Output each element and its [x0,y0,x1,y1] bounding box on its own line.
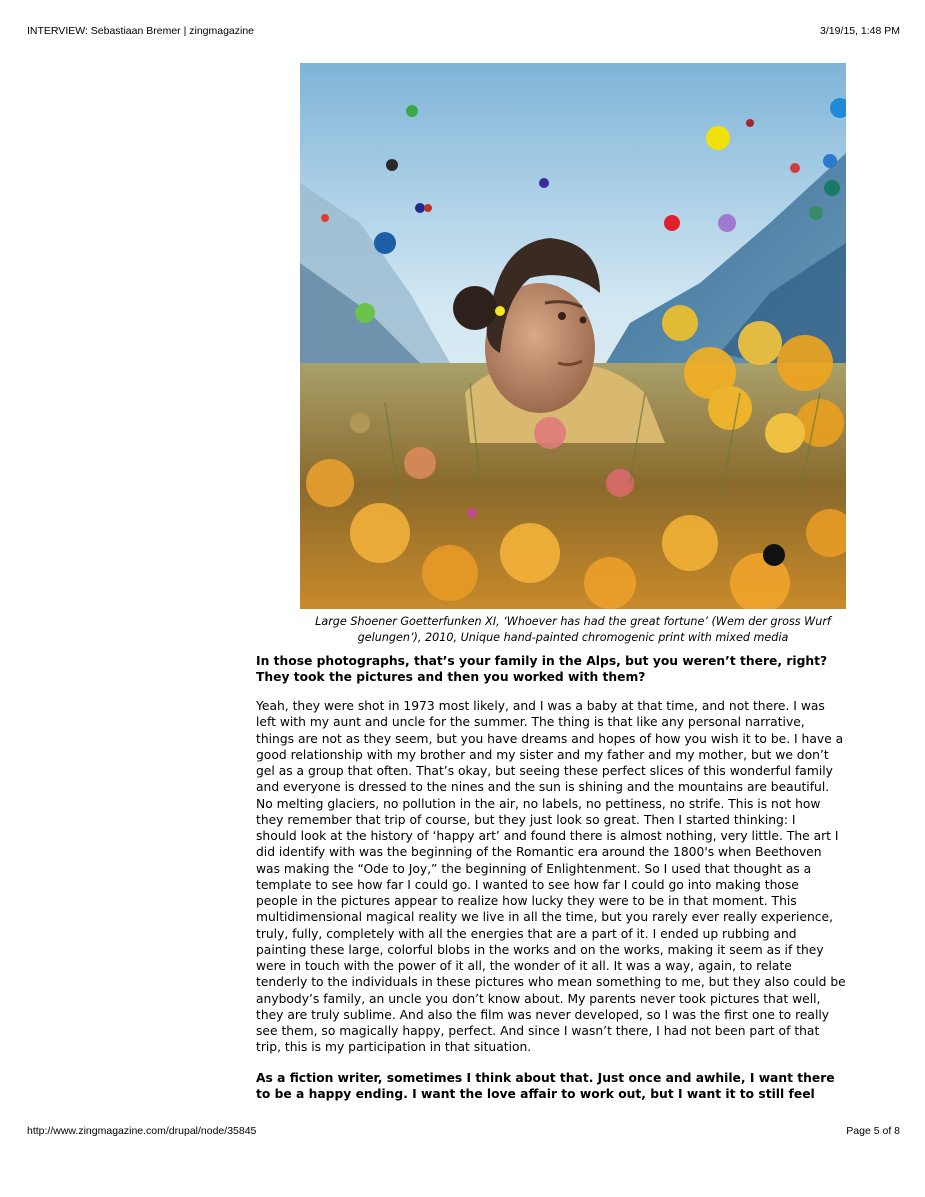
page-footer-url[interactable]: http://www.zingmagazine.com/drupal/node/35845 [27,1125,257,1137]
artwork-photo [300,63,846,609]
page-footer-page-number: Page 5 of 8 [846,1125,900,1137]
interview-question-2: As a fiction writer, sometimes I think about that. Just once and awhile, I want there to be a happy ending. I want the love affair to work out, but I want it to still feel [256,1071,835,1101]
caption-line-2: gelungen’), 2010, Unique hand-painted chromogenic print with mixed media [357,630,789,644]
page-header-title: INTERVIEW: Sebastiaan Bremer | zingmagazine [27,25,255,37]
interview-answer-1: Yeah, they were shot in 1973 most likely, and I was a baby at that time, and not there. I was left with my aunt and uncle for the summer. The thing is that like any personal narrative, things are not as they seem, but you have dreams and hopes of how you wish it to be. I have a good relationship with my brother and my sister and my father and my mother, but we don’t gel as a group that often. That’s okay, but seeing these perfect slices of this wonderful family and everyone is dressed to the nines and the sun is shining and the mountains are beautiful. No melting glaciers, no pollution in the air, no labels, no pettiness, no strife. This is not how they remember that trip of course, but they just look so great. Then I started thinking: I should look at the history of ‘happy art’ and found there is almost nothing, very little. The art I did identify with was the beginning of the Romantic era around the 1800's when Beethoven was making the “Ode to Joy,” the beginning of Enlightenment. So I used that thought as a template to see how far I could go. I wanted to see how far I could go into making those people in the pictures appear to realize how lucky they were to be in that moment. This multidimensional magical reality we live in all the time, but you rarely ever really experience, truly, fully, completely with all the energies that are a part of it. I ended up rubbing and painting these large, colorful blobs in the works and on the works, making it seem as if they were in touch with the power of it all, the wonder of it all. It was a way, again, to relate tenderly to the individuals in these pictures who mean something to me, but they also could be anybody’s family, an uncle you don’t know about. My parents never took pictures that well, they are truly sublime. And also the film was never developed, so I was the first one to really see them, so magically happy, perfect. And since I wasn’t there, I had not been part of that trip, this is my participation in that situation. [256,699,846,1055]
page-header-datetime: 3/19/15, 1:48 PM [820,25,900,37]
caption-line-1: Large Shoener Goetterfunken XI, ‘Whoever has had the great fortune’ (Wem der gross Wurf [315,615,831,628]
interview-question-1: In those photographs, that’s your family in the Alps, but you weren’t there, right? They took the pictures and then you worked with them? [256,654,828,684]
figure-caption [256,614,890,645]
